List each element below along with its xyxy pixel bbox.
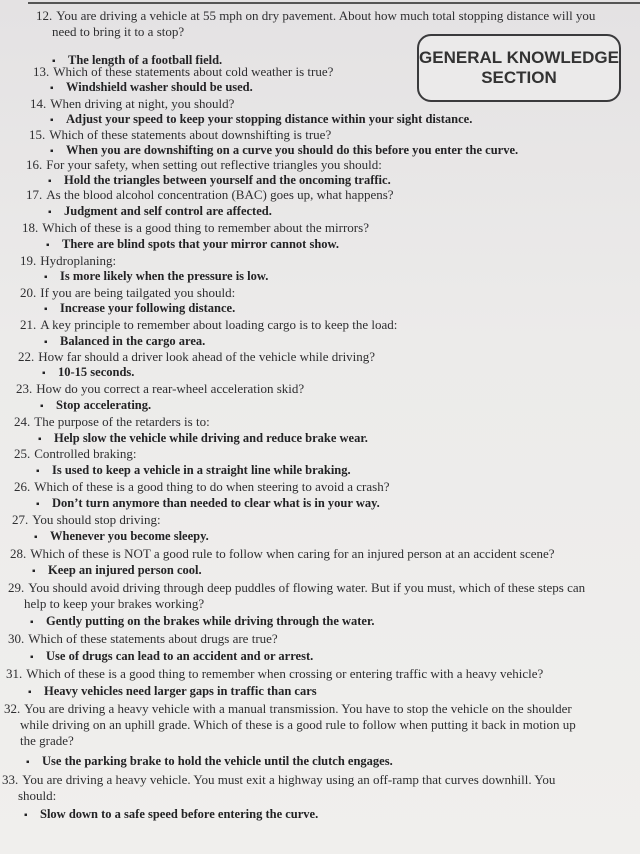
answer-text: Balanced in the cargo area. xyxy=(60,334,206,348)
question-26 xyxy=(14,479,390,495)
bullet-icon: ▪ xyxy=(48,207,52,218)
question-text-line: Which of these is NOT a good rule to follow when caring for an injured person at an accident scene? xyxy=(30,546,555,561)
top-rule xyxy=(28,2,640,4)
question-30 xyxy=(8,631,278,647)
question-number: 19. xyxy=(20,253,37,268)
answer-text: Help slow the vehicle while driving and reduce brake wear. xyxy=(54,431,368,445)
question-13 xyxy=(33,64,333,80)
question-23 xyxy=(16,381,304,397)
question-19 xyxy=(20,253,116,269)
question-text-line: the grade? xyxy=(20,733,74,748)
answer-17 xyxy=(48,203,272,221)
bullet-icon: ▪ xyxy=(40,401,44,412)
question-text-line: Controlled braking: xyxy=(34,446,137,461)
question-21 xyxy=(20,317,397,333)
question-12 xyxy=(36,8,595,40)
question-number: 26. xyxy=(14,479,31,494)
question-text-line: The purpose of the retarders is to: xyxy=(34,414,210,429)
question-text-line: How do you correct a rear-wheel acceleration skid? xyxy=(36,381,305,396)
answer-text: Slow down to a safe speed before entering the curve. xyxy=(40,807,319,821)
bullet-icon: ▪ xyxy=(44,337,48,348)
question-number: 18. xyxy=(22,220,39,235)
answer-29 xyxy=(30,613,375,631)
answer-25 xyxy=(36,462,351,480)
question-text-line: while driving on an uphill grade. Which of these is a good rule to follow when putting it back in motion up xyxy=(20,717,576,732)
question-number: 20. xyxy=(20,285,37,300)
bullet-icon: ▪ xyxy=(46,240,50,251)
bullet-icon: ▪ xyxy=(44,304,48,315)
question-text-line: Which of these statements about cold weather is true? xyxy=(53,64,334,79)
section-title-line-2: SECTION xyxy=(481,68,557,87)
bullet-icon: ▪ xyxy=(34,532,38,543)
question-27 xyxy=(12,512,161,528)
bullet-icon: ▪ xyxy=(38,434,42,445)
answer-32 xyxy=(26,753,393,771)
question-number: 13. xyxy=(33,64,50,79)
bullet-icon: ▪ xyxy=(50,83,54,94)
question-20 xyxy=(20,285,235,301)
bullet-icon: ▪ xyxy=(50,146,54,157)
bullet-icon: ▪ xyxy=(24,810,28,821)
question-number: 32. xyxy=(4,701,21,716)
answer-text: Stop accelerating. xyxy=(56,398,152,412)
bullet-icon: ▪ xyxy=(30,617,34,628)
answer-18 xyxy=(46,236,339,254)
question-number: 27. xyxy=(12,512,29,527)
answer-31 xyxy=(28,683,317,701)
question-number: 33. xyxy=(2,772,19,787)
bullet-icon: ▪ xyxy=(50,115,54,126)
question-22 xyxy=(18,349,375,365)
question-text-line: How far should a driver look ahead of the vehicle while driving? xyxy=(38,349,376,364)
answer-text: Gently putting on the brakes while driving through the water. xyxy=(46,614,375,628)
question-number: 31. xyxy=(6,666,23,681)
answer-27 xyxy=(34,528,209,546)
answer-text: Windshield washer should be used. xyxy=(66,80,253,94)
question-text-line: If you are being tailgated you should: xyxy=(40,285,236,300)
answer-23 xyxy=(40,397,151,415)
answer-22 xyxy=(42,364,134,382)
answer-text: Use the parking brake to hold the vehicle until the clutch engages. xyxy=(42,754,393,768)
question-number: 15. xyxy=(29,127,46,142)
answer-text: There are blind spots that your mirror cannot show. xyxy=(62,237,339,251)
answer-text: Is more likely when the pressure is low. xyxy=(60,269,269,283)
question-text-line: You should stop driving: xyxy=(32,512,161,527)
answer-text: Hold the triangles between yourself and the oncoming traffic. xyxy=(64,173,391,187)
bullet-icon: ▪ xyxy=(52,56,56,67)
answer-text: Whenever you become sleepy. xyxy=(50,529,209,543)
question-16 xyxy=(26,157,382,173)
answer-20 xyxy=(44,300,235,318)
question-text-line: Which of these is a good thing to remember about the mirrors? xyxy=(42,220,369,235)
answer-text: Heavy vehicles need larger gaps in traffic than cars xyxy=(44,684,317,698)
answer-text: Increase your following distance. xyxy=(60,301,236,315)
question-text-line: Which of these statements about downshifting is true? xyxy=(49,127,332,142)
bullet-icon: ▪ xyxy=(44,272,48,283)
question-text-line: Which of these is a good thing to remember when crossing or entering traffic with a heavy vehicle? xyxy=(26,666,544,681)
question-29 xyxy=(8,580,585,612)
question-number: 30. xyxy=(8,631,25,646)
question-25 xyxy=(14,446,136,462)
question-text-line: Which of these statements about drugs are true? xyxy=(28,631,278,646)
question-text-line: Hydroplaning: xyxy=(40,253,117,268)
question-text-line: need to bring it to a stop? xyxy=(52,24,185,39)
question-24 xyxy=(14,414,210,430)
question-number: 22. xyxy=(18,349,35,364)
question-text-line: A key principle to remember about loading cargo is to keep the load: xyxy=(40,317,398,332)
answer-text: When you are downshifting on a curve you should do this before you enter the curve. xyxy=(66,143,519,157)
bullet-icon: ▪ xyxy=(32,566,36,577)
bullet-icon: ▪ xyxy=(36,466,40,477)
question-text-line: Which of these is a good thing to do when steering to avoid a crash? xyxy=(34,479,390,494)
question-number: 16. xyxy=(26,157,43,172)
bullet-icon: ▪ xyxy=(26,757,30,768)
question-32 xyxy=(4,701,576,749)
question-number: 24. xyxy=(14,414,31,429)
answer-13 xyxy=(50,79,253,97)
question-text-line: You are driving a vehicle at 55 mph on dry pavement. About how much total stopping distance will you xyxy=(56,8,596,23)
answer-26 xyxy=(36,495,380,513)
question-number: 29. xyxy=(8,580,25,595)
answer-33 xyxy=(24,806,318,824)
question-number: 25. xyxy=(14,446,31,461)
question-text-line: You should avoid driving through deep puddles of flowing water. But if you must, which of these steps can xyxy=(28,580,586,595)
answer-text: The length of a football field. xyxy=(68,53,223,67)
question-text-line: When driving at night, you should? xyxy=(50,96,235,111)
bullet-icon: ▪ xyxy=(28,687,32,698)
question-text-line: should: xyxy=(18,788,57,803)
question-text-line: You are driving a heavy vehicle. You must exit a highway using an off-ramp that curves downhill. You xyxy=(22,772,556,787)
answer-30 xyxy=(30,648,313,666)
question-28 xyxy=(10,546,555,562)
question-text-line: You are driving a heavy vehicle with a manual transmission. You have to stop the vehicle on the shoulder xyxy=(24,701,572,716)
bullet-icon: ▪ xyxy=(36,499,40,510)
question-33 xyxy=(2,772,555,804)
question-number: 12. xyxy=(36,8,53,23)
question-17 xyxy=(26,187,394,203)
question-text-line: For your safety, when setting out reflective triangles you should: xyxy=(46,157,382,172)
answer-text: Don’t turn anymore than needed to clear what is in your way. xyxy=(52,496,380,510)
question-number: 28. xyxy=(10,546,27,561)
bullet-icon: ▪ xyxy=(48,176,52,187)
answer-19 xyxy=(44,268,268,286)
question-number: 21. xyxy=(20,317,37,332)
bullet-icon: ▪ xyxy=(42,368,46,379)
question-number: 14. xyxy=(30,96,47,111)
bullet-icon: ▪ xyxy=(30,652,34,663)
question-number: 23. xyxy=(16,381,33,396)
answer-text: 10-15 seconds. xyxy=(58,365,135,379)
question-text-line: As the blood alcohol concentration (BAC) goes up, what happens? xyxy=(46,187,394,202)
question-18 xyxy=(22,220,369,236)
question-31 xyxy=(6,666,543,682)
answer-text: Judgment and self control are affected. xyxy=(64,204,272,218)
section-title-box xyxy=(417,34,621,102)
section-title-line-1: GENERAL KNOWLEDGE xyxy=(419,48,619,67)
question-14 xyxy=(30,96,234,112)
answer-text: Keep an injured person cool. xyxy=(48,563,202,577)
answer-text: Adjust your speed to keep your stopping distance within your sight distance. xyxy=(66,112,473,126)
question-text-line: help to keep your brakes working? xyxy=(24,596,205,611)
question-number: 17. xyxy=(26,187,43,202)
answer-28 xyxy=(32,562,202,580)
answer-text: Is used to keep a vehicle in a straight line while braking. xyxy=(52,463,351,477)
question-15 xyxy=(29,127,331,143)
answer-text: Use of drugs can lead to an accident and or arrest. xyxy=(46,649,314,663)
